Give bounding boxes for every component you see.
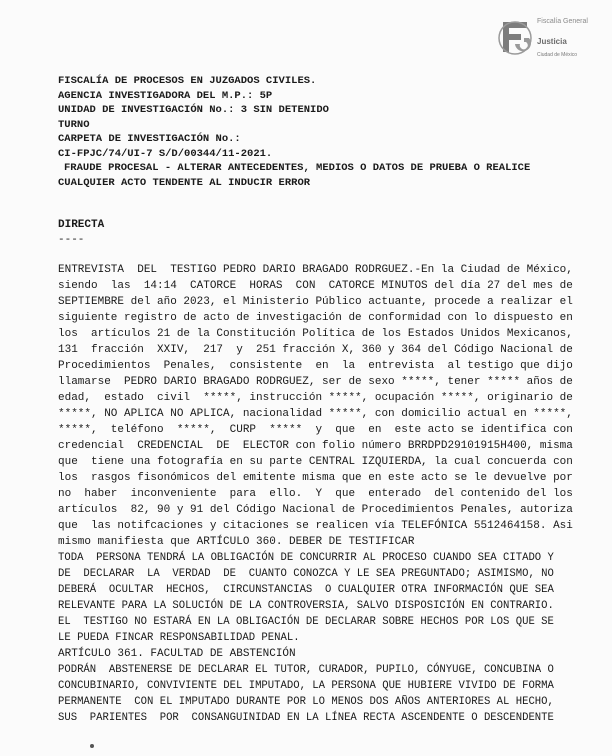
header-line: AGENCIA INVESTIGADORA DEL M.P.: 5P: [58, 89, 273, 102]
body-line: siendo las 14:14 CATORCE HORAS CON CATORCE MINUTOS del día 27 del mes de: [58, 280, 573, 292]
document-header: [58, 74, 578, 190]
body-line: RELEVANTE PARA LA SOLUCIÓN DE LA CONTROVERSIA, SALVO DISPOSICIÓN EN CONTRARIO.: [58, 600, 554, 612]
body-line: llamarse PEDRO DARIO BRAGADO RODRGUEZ, ser de sexo *****, tener ***** años de: [58, 376, 573, 388]
header-line: CARPETA DE INVESTIGACIÓN No.:: [58, 133, 241, 145]
header-line: CI-FPJC/74/UI-7 S/D/00344/11-2021.: [58, 147, 273, 160]
fgj-logo: [497, 18, 597, 64]
body-line: los artículos 21 de la Constitución Política de los Estados Unidos Mexicanos,: [58, 328, 573, 340]
body-line: mismo manifiesta que ARTÍCULO 360. DEBER DE TESTIFICAR: [58, 536, 415, 548]
header-line: FRAUDE PROCESAL - ALTERAR ANTECEDENTES, MEDIOS O DATOS DE PRUEBA O REALICE: [64, 162, 531, 174]
body-line: siguiente registro de acto de investigación de conformidad con lo dispuesto en: [58, 312, 573, 324]
body-line: ARTÍCULO 361. FACULTAD DE ABSTENCIÓN: [58, 648, 296, 660]
body-line: DEBERÁ OCULTAR HECHOS, CIRCUNSTANCIAS O CUALQUIER OTRA INFORMACIÓN QUE SEA: [58, 584, 554, 596]
body-line: ENTREVISTA DEL TESTIGO PEDRO DARIO BRAGADO RODRGUEZ.-En la Ciudad de México,: [58, 264, 573, 276]
header-line: CUALQUIER ACTO TENDENTE AL INDUCIR ERROR: [58, 176, 311, 189]
body-line: SUS PARIENTES POR CONSANGUINIDAD EN LA LÍNEA RECTA ASCENDENTE O DESCENDENTE: [58, 712, 554, 724]
body-line: credencial CREDENCIAL DE ELECTOR con folio número BRRDPD29101915H400, misma: [58, 440, 573, 452]
header-line: FISCALÍA DE PROCESOS EN JUZGADOS CIVILES.: [58, 75, 317, 87]
header-line: UNIDAD DE INVESTIGACIÓN No.: 3 SIN DETENIDO: [58, 104, 329, 116]
section-rule: ----: [58, 234, 85, 246]
body-line: que las notifcaciones y citaciones se realicen vía TELEFÓNICA 5512464158. Asi: [58, 520, 573, 532]
logo-text-city: Ciudad de México: [537, 52, 578, 58]
document-body: [58, 262, 574, 726]
section-title: DIRECTA: [58, 219, 105, 231]
body-line: SEPTIEMBRE del año 2023, el Ministerio Público actuante, procede a realizar el: [58, 296, 573, 308]
logo-text-line1: Fiscalía General: [537, 18, 588, 25]
body-line: edad, estado civil *****, instrucción *****, ocupación *****, originario de: [58, 392, 573, 404]
body-line: PERMANENTE CON EL IMPUTADO DURANTE POR LO MENOS DOS AÑOS ANTERIORES AL HECHO,: [58, 696, 554, 708]
body-line: DE DECLARAR LA VERDAD DE CUANTO CONOZCA Y LE SEA PREGUNTADO; ASIMISMO, NO: [58, 568, 554, 580]
body-line: LE PUEDA FINCAR RESPONSABILIDAD PENAL.: [58, 632, 300, 644]
body-line: Procedimientos Penales, consistente en la entrevista al testigo que dijo: [58, 360, 573, 372]
body-line: no haber inconveniente para ello. Y que enterado del contenido del los: [58, 488, 573, 500]
body-line: artículos 82, 90 y 91 del Código Nacional de Procedimientos Penales, autoriza: [58, 504, 573, 516]
body-line: EL TESTIGO NO ESTARÁ EN LA OBLIGACIÓN DE DECLARAR SOBRE HECHOS POR LOS QUE SE: [58, 616, 554, 628]
page-mark: [90, 744, 94, 748]
body-line: *****, NO APLICA NO APLICA, nacionalidad *****, con domicilio actual en *****,: [58, 408, 573, 420]
fgj-emblem-icon: [497, 18, 533, 58]
body-line: *****, teléfono *****, CURP ***** y que en este acto se identifica con: [58, 424, 573, 436]
body-line: 131 fracción XXIV, 217 y 251 fracción X, 360 y 364 del Código Nacional de: [58, 344, 573, 356]
body-line: PODRÁN ABSTENERSE DE DECLARAR EL TUTOR, CURADOR, PUPILO, CÓNYUGE, CONCUBINA O: [58, 664, 554, 676]
logo-text-justicia: Justicia: [537, 37, 567, 46]
body-line: TODA PERSONA TENDRÁ LA OBLIGACIÓN DE CONCURRIR AL PROCESO CUANDO SEA CITADO Y: [58, 552, 554, 564]
header-line: TURNO: [58, 118, 90, 131]
body-line: que tiene una fotografía en su parte CENTRAL IZQUIERDA, la cual concuerda con: [58, 456, 573, 468]
body-line: los rasgos fisonómicos del emitente misma que en este acto se le devuelve por: [58, 472, 573, 484]
body-line: CONCUBINARIO, CONVIVIENTE DEL IMPUTADO, LA PERSONA QUE HUBIERE VIVIDO DE FORMA: [58, 680, 554, 692]
